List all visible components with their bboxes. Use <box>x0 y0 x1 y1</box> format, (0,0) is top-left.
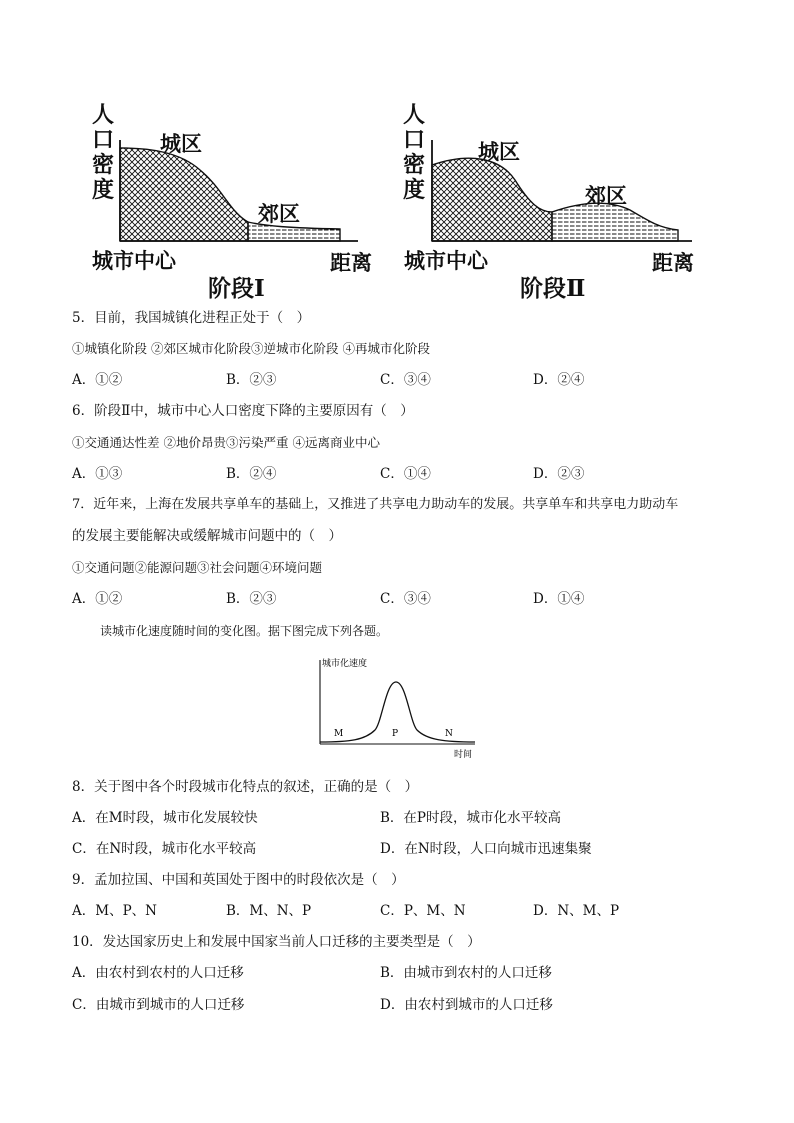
urban-area-stage-1 <box>120 148 248 241</box>
question-9-stem: 9．孟加拉国、中国和英国处于图中的时段依次是（ ） <box>72 872 405 888</box>
stage-2-chart <box>432 140 692 241</box>
question-7-statements: ①交通问题②能源问题③社会问题④环境问题 <box>72 560 323 575</box>
question-8-stem: 8．关于图中各个时段城市化特点的叙述，正确的是（ ） <box>72 779 419 795</box>
urban-label-stage-2: 城区 <box>478 139 520 164</box>
urban-label-stage-1: 城区 <box>160 131 202 156</box>
suburb-label-stage-2: 郊区 <box>585 183 627 208</box>
city-center-label-stage-2: 城市中心 <box>404 248 488 273</box>
point-label-n: N <box>445 729 453 739</box>
question-8-option-b: B．在P时段，城市化水平较高 <box>380 810 562 826</box>
figure2-y-label: 城市化速度 <box>322 659 368 669</box>
question-10-stem: 10．发达国家历史上和发展中国家当前人口迁移的主要类型是（ ） <box>72 934 481 950</box>
question-7-option-c: C．③④ <box>380 591 431 607</box>
question-10-option-c: C．由城市到城市的人口迁移 <box>72 997 245 1013</box>
question-5-option-d: D．②④ <box>533 372 585 388</box>
question-5-option-c: C．③④ <box>380 372 431 388</box>
question-9-option-d: D．N、M、P <box>533 903 620 919</box>
point-label-m: M <box>334 729 344 739</box>
suburb-label-stage-1: 郊区 <box>258 201 300 226</box>
question-10-option-d: D．由农村到城市的人口迁移 <box>380 997 553 1013</box>
question-8-option-a: A．在M时段，城市化发展较快 <box>72 810 258 826</box>
point-label-p: P <box>392 729 399 739</box>
question-6-statements: ①交通通达性差 ②地价昂贵③污染严重 ④远离商业中心 <box>72 435 380 450</box>
stage-1-chart <box>120 140 358 241</box>
question-6-option-c: C．①④ <box>380 466 431 482</box>
stage-2-title: 阶段Ⅱ <box>520 275 586 302</box>
question-8-option-c: C．在N时段，城市化水平较高 <box>72 841 257 857</box>
question-9-option-b: B．M、N、P <box>226 903 312 919</box>
stage-1-title: 阶段Ⅰ <box>208 275 265 302</box>
city-center-label-stage-1: 城市中心 <box>92 248 176 273</box>
question-7-option-a: A．①② <box>72 591 123 607</box>
question-8-option-d: D．在N时段，人口向城市迅速集聚 <box>380 841 592 857</box>
question-5-statements: ①城镇化阶段 ②郊区城市化阶段③逆城市化阶段 ④再城市化阶段 <box>72 341 430 356</box>
y-axis-label-stage-2: 人口密度 <box>403 102 426 203</box>
question-7-stem-line-1: 7．近年来，上海在发展共享单车的基础上，又推进了共享电力助动车的发展。共享单车和共享电力助动车 <box>72 497 679 512</box>
question-7-stem-line-2: 的发展主要能解决或缓解城市问题中的（ ） <box>72 528 342 544</box>
figure2-x-label: 时间 <box>454 750 473 760</box>
question-5-stem: 5．目前，我国城镇化进程正处于（ ） <box>72 310 311 326</box>
question-6-option-a: A．①③ <box>72 466 123 482</box>
urban-area-stage-2 <box>432 158 552 241</box>
question-9-option-c: C．P、M、N <box>380 903 466 919</box>
question-6-stem: 6．阶段Ⅱ中，城市中心人口密度下降的主要原因有（ ） <box>72 403 414 419</box>
question-7-option-d: D．①④ <box>533 591 585 607</box>
y-axis-label-stage-1: 人口密度 <box>92 102 115 203</box>
question-10-option-b: B．由城市到农村的人口迁移 <box>380 965 552 981</box>
distance-label-stage-2: 距离 <box>652 250 694 275</box>
question-10-option-a: A．由农村到农村的人口迁移 <box>72 965 244 981</box>
question-6-option-b: B．②④ <box>226 466 277 482</box>
question-9-option-a: A．M、P、N <box>72 903 157 919</box>
question-5-option-b: B．②③ <box>226 372 277 388</box>
question-6-option-d: D．②③ <box>533 466 585 482</box>
question-7-option-b: B．②③ <box>226 591 277 607</box>
distance-label-stage-1: 距离 <box>330 250 372 275</box>
reading-instruction: 读城市化速度随时间的变化图。据下图完成下列各题。 <box>100 624 389 638</box>
question-5-option-a: A．①② <box>72 372 123 388</box>
urbanization-speed-figure <box>300 650 500 765</box>
